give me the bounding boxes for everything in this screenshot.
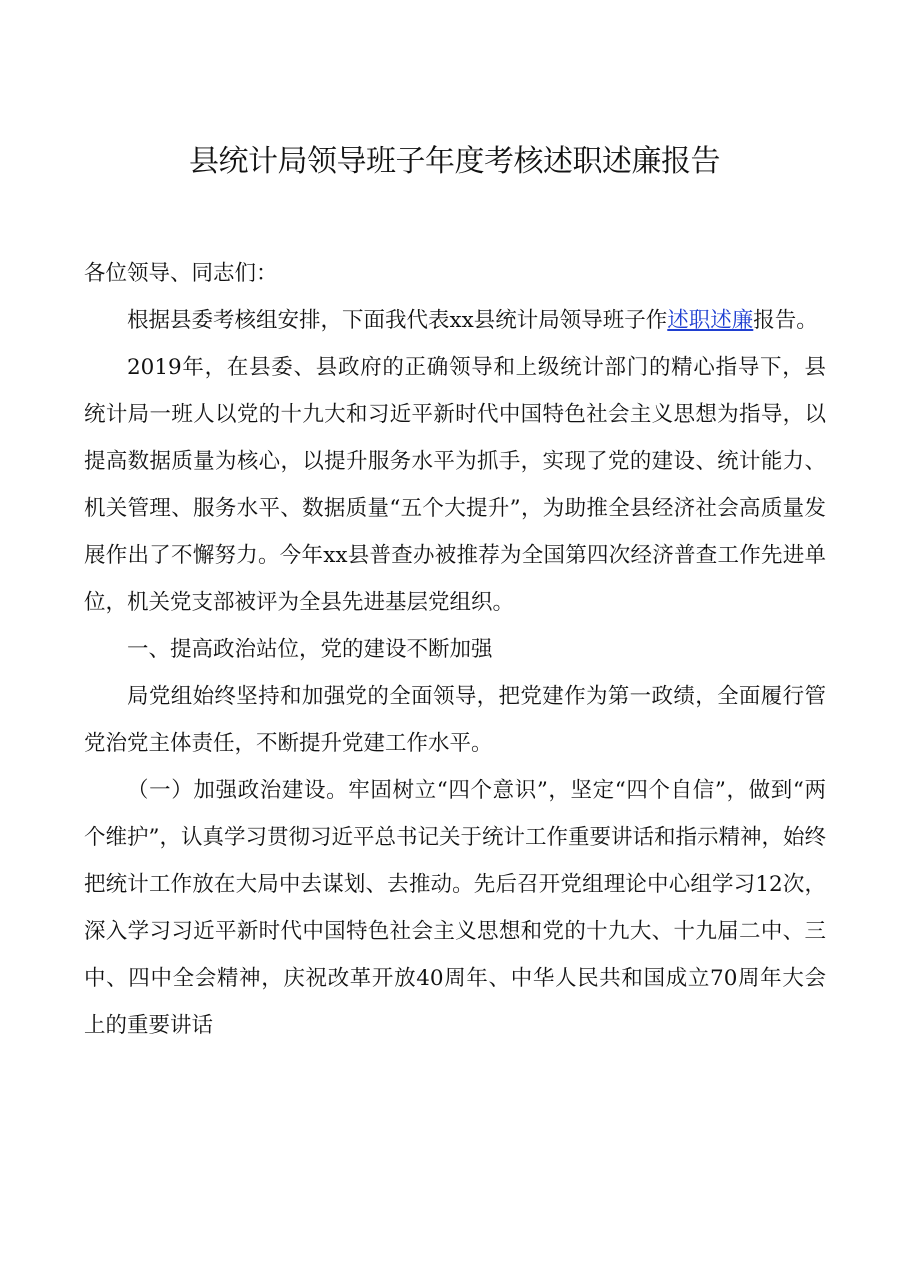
paragraph-summary: 2019年，在县委、县政府的正确领导和上级统计部门的精心指导下，县统计局一班人以党的十九大和习近平新时代中国特色社会主义思想为指导，以提高数据质量为核心，以提升服务水平为抓手，实现了党的建设、统计能力、机关管理、服务水平、数据质量“五个大提升”，为助推全县经济社会高质量发展作出了不懈努力。今年xx县普查办被推荐为全国第四次经济普查工作先进单位，机关党支部被评为全县先进基层党组织。 xyxy=(84,355,826,615)
intro-text-end: 报告。 xyxy=(753,308,818,333)
section-heading-1: 一、提高政治站位，党的建设不断加强 xyxy=(127,637,493,662)
document-body xyxy=(84,250,826,1049)
document-title: 县统计局领导班子年度考核述职述廉报告 xyxy=(189,144,720,179)
paragraph-party-leadership: 局党组始终坚持和加强党的全面领导，把党建作为第一政绩，全面履行管党治党主体责任，不断提升党建工作水平。 xyxy=(84,684,826,756)
paragraph-intro xyxy=(84,297,826,344)
intro-text: 根据县委考核组安排，下面我代表xx县统计局领导班子作 xyxy=(127,308,668,333)
salutation: 各位领导、同志们： xyxy=(84,261,278,286)
report-link[interactable]: 述职述廉 xyxy=(667,308,754,333)
paragraph-political-building: （一）加强政治建设。牢固树立“四个意识”，坚定“四个自信”，做到“两个维护”，认真学习贯彻习近平总书记关于统计工作重要讲话和指示精神，始终把统计工作放在大局中去谋划、去推动。先后召开党组理论中心组学习12次，深入学习习近平新时代中国特色社会主义思想和党的十九大、十九届二中、三中、四中全会精神，庆祝改革开放40周年、中华人民共和国成立70周年大会上的重要讲话 xyxy=(84,778,826,1038)
